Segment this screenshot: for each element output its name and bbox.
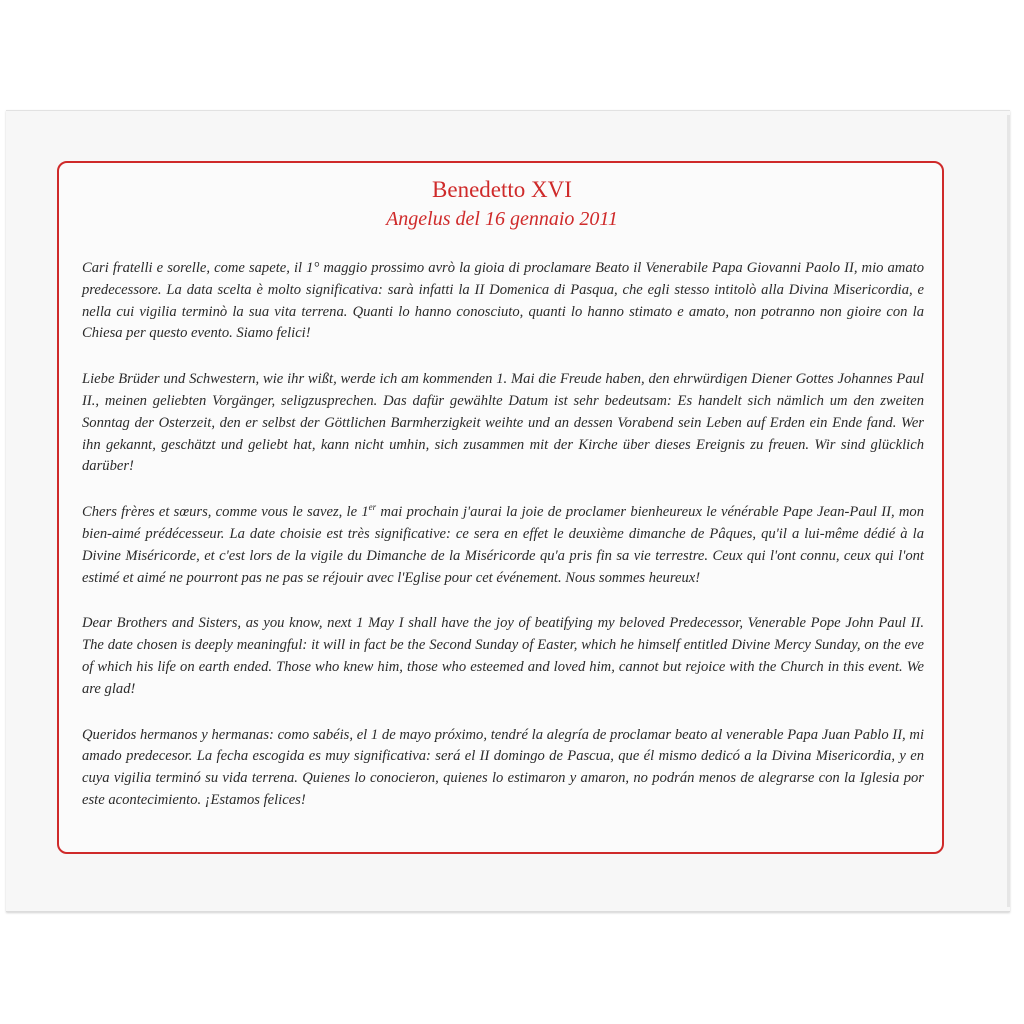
sheet-edge [1007,115,1010,907]
french-text-rest: mai prochain j'aurai la joie de proclamer bienheureux le vénérable Pape Jean-Paul II, mon bien-aimé prédécesseur. La date choisie est très significative: ce sera en effet le deuxième dimanche de Pâques, qu'il a lui-même dédié à la Divine Miséricorde, et c'est lors de la vigile du Dimanche de la Miséricorde qu'a pris fin sa vie terrestre. Ceux qui l'ont connu, ceux qui l'ont estimé et aimé ne pourront pas ne pas se réjouir avec l'Eglise pour cet événement. Nous sommes heureux! [82,504,924,586]
paragraph-french [82,502,924,589]
paragraph-english: Dear Brothers and Sisters, as you know, next 1 May I shall have the joy of beatifying my beloved Predecessor, Venerable Pope John Paul II. The date chosen is deeply meaningful: it will in fact be the Second Sunday of Easter, which he himself entitled Divine Mercy Sunday, on the eve of which his life on earth ended. Those who knew him, those who esteemed and loved him, cannot but rejoice with the Church in this event. We are glad! [82,615,924,697]
french-text-start: Chers frères et sœurs, comme vous le savez, le 1 [82,504,369,521]
paragraph-spanish: Queridos hermanos y hermanas: como sabéis, el 1 de mayo próximo, tendré la alegría de proclamar beato al venerable Papa Juan Pablo II, mi amado predecesor. La fecha escogida es muy significativa: será el II domingo de Pascua, que él mismo dedicó a la Divina Misericordia, y en cuya vigilia terminó su vida terrena. Quienes lo conocieron, quienes lo estimaron y amaron, no podrán menos de alegrarse con la Iglesia por este acontecimiento. ¡Estamos felices! [82,726,924,808]
document-title: Benedetto XVI [432,177,572,202]
paragraph-german: Liebe Brüder und Schwestern, wie ihr wißt, werde ich am kommenden 1. Mai die Freude haben, den ehrwürdigen Diener Gottes Johannes Paul II., meinen geliebten Vorgänger, seligzusprechen. Das dafür gewählte Datum ist sehr bedeutsam: Es handelt sich nämlich um den zweiten Sonntag der Osterzeit, den er selbst der Göttlichen Barmherzigkeit weihte und an dessen Vorabend sein Leben auf Erden ein Ende fand. Wer ihn gekannt, geschätzt und geliebt hat, kann nicht umhin, sich zusammen mit der Kirche über dieses Ereignis zu freuen. Wir sind glücklich darüber! [82,371,924,475]
paragraph-italian: Cari fratelli e sorelle, come sapete, il 1° maggio prossimo avrò la gioia di proclamare Beato il Venerabile Papa Giovanni Paolo II, mio amato predecessore. La data scelta è molto significativa: sarà infatti la II Domenica di Pasqua, che egli stesso intitolò alla Divina Misericordia, e nella cui vigilia terminò la sua vita terrena. Quanti lo hanno conosciuto, quanti lo hanno stimato e amato, non potranno non gioire con la Chiesa per questo evento. Siamo felici! [82,260,924,342]
french-superscript: er [368,502,377,513]
document-body [82,258,924,836]
document-subtitle: Angelus del 16 gennaio 2011 [386,208,618,230]
